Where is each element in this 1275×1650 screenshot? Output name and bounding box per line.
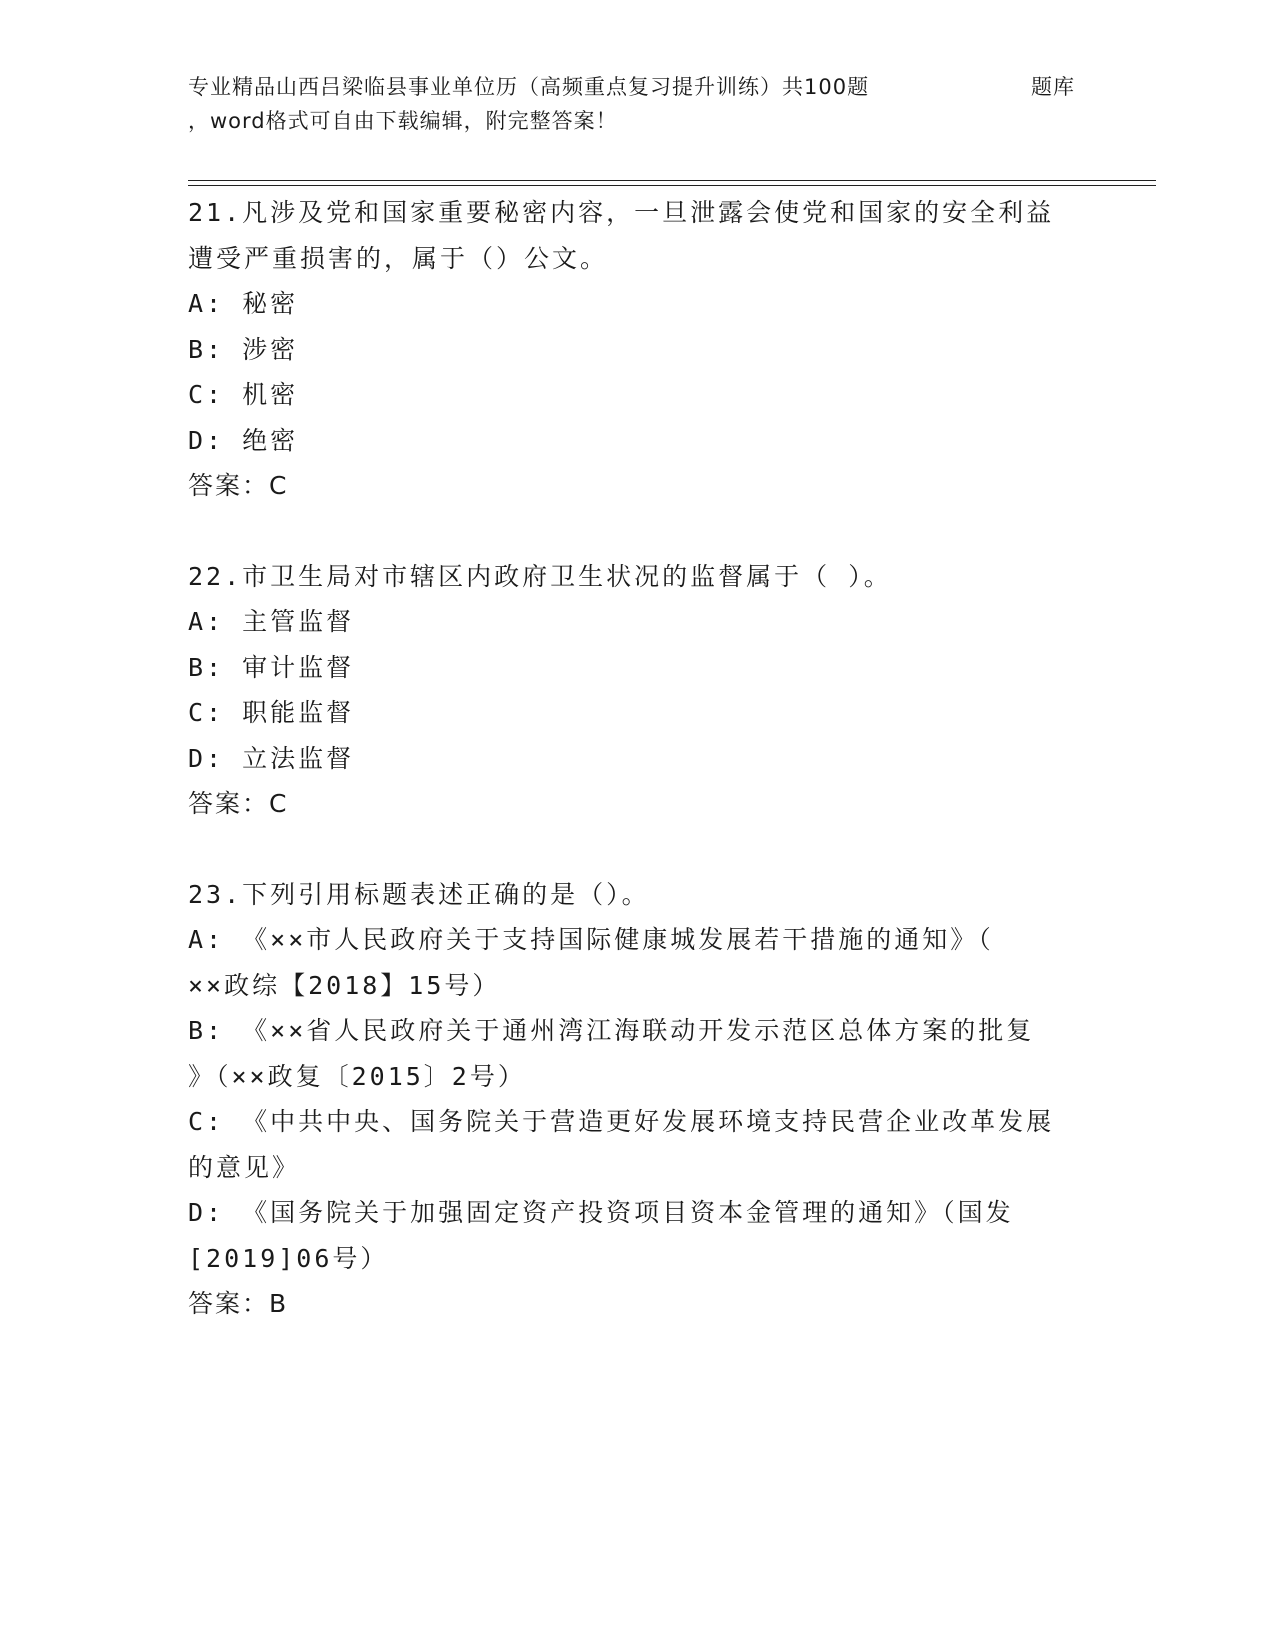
header-divider-top (188, 180, 1156, 181)
option-d: D: 绝密 (188, 425, 299, 455)
option-d: D: 《国务院关于加强固定资产投资项目资本金管理的通知》（国发 (188, 1198, 1014, 1227)
answer: 答案：C (188, 471, 289, 500)
option-c: C: 职能监督 (188, 698, 355, 727)
header-question-bank-label: 题库 (1031, 75, 1075, 99)
answer: 答案：C (188, 789, 289, 818)
question-text-line: 22.市卫生局对市辖区内政府卫生状况的监督属于（ ）。 (188, 561, 892, 591)
question-spacer (188, 827, 1088, 872)
option-a: A: 秘密 (188, 289, 299, 318)
question-text-line: 21.凡涉及党和国家重要秘密内容，一旦泄露会使党和国家的安全利益 (188, 198, 1055, 227)
question-22 (188, 554, 1088, 827)
option-b: B: 《××省人民政府关于通州湾江海联动开发示范区总体方案的批复 (188, 1016, 1035, 1045)
question-21 (188, 190, 1088, 509)
option-c: C: 《中共中央、国务院关于营造更好发展环境支持民营企业改革发展 (188, 1107, 1055, 1136)
option-b: B: 审计监督 (188, 652, 355, 682)
header-title: 专业精品山西吕梁临县事业单位历（高频重点复习提升训练）共100题 (188, 75, 870, 99)
option-d-continued: [2019]06号） (188, 1243, 389, 1273)
answer: 答案：B (188, 1289, 289, 1318)
question-spacer (188, 509, 1088, 554)
question-text-line: 遭受严重损害的，属于（）公文。 (188, 243, 609, 273)
document-header (188, 70, 1088, 138)
option-a-continued: ××政综【2018】15号） (188, 970, 501, 1000)
option-d: D: 立法监督 (188, 743, 355, 773)
header-line-1 (188, 70, 1088, 104)
option-b: B: 涉密 (188, 334, 299, 364)
option-c: C: 机密 (188, 380, 299, 409)
question-list (188, 190, 1088, 1327)
option-c-continued: 的意见》 (188, 1152, 301, 1182)
question-23 (188, 872, 1088, 1327)
option-a: A: 《××市人民政府关于支持国际健康城发展若干措施的通知》（ (188, 925, 994, 954)
header-subtitle: ，word格式可自由下载编辑，附完整答案！ (188, 109, 618, 133)
option-a: A: 主管监督 (188, 607, 355, 636)
question-text-line: 23.下列引用标题表述正确的是（）。 (188, 879, 650, 909)
header-divider-bottom (188, 185, 1156, 186)
option-b-continued: 》（××政复〔2015〕2号） (188, 1061, 526, 1091)
